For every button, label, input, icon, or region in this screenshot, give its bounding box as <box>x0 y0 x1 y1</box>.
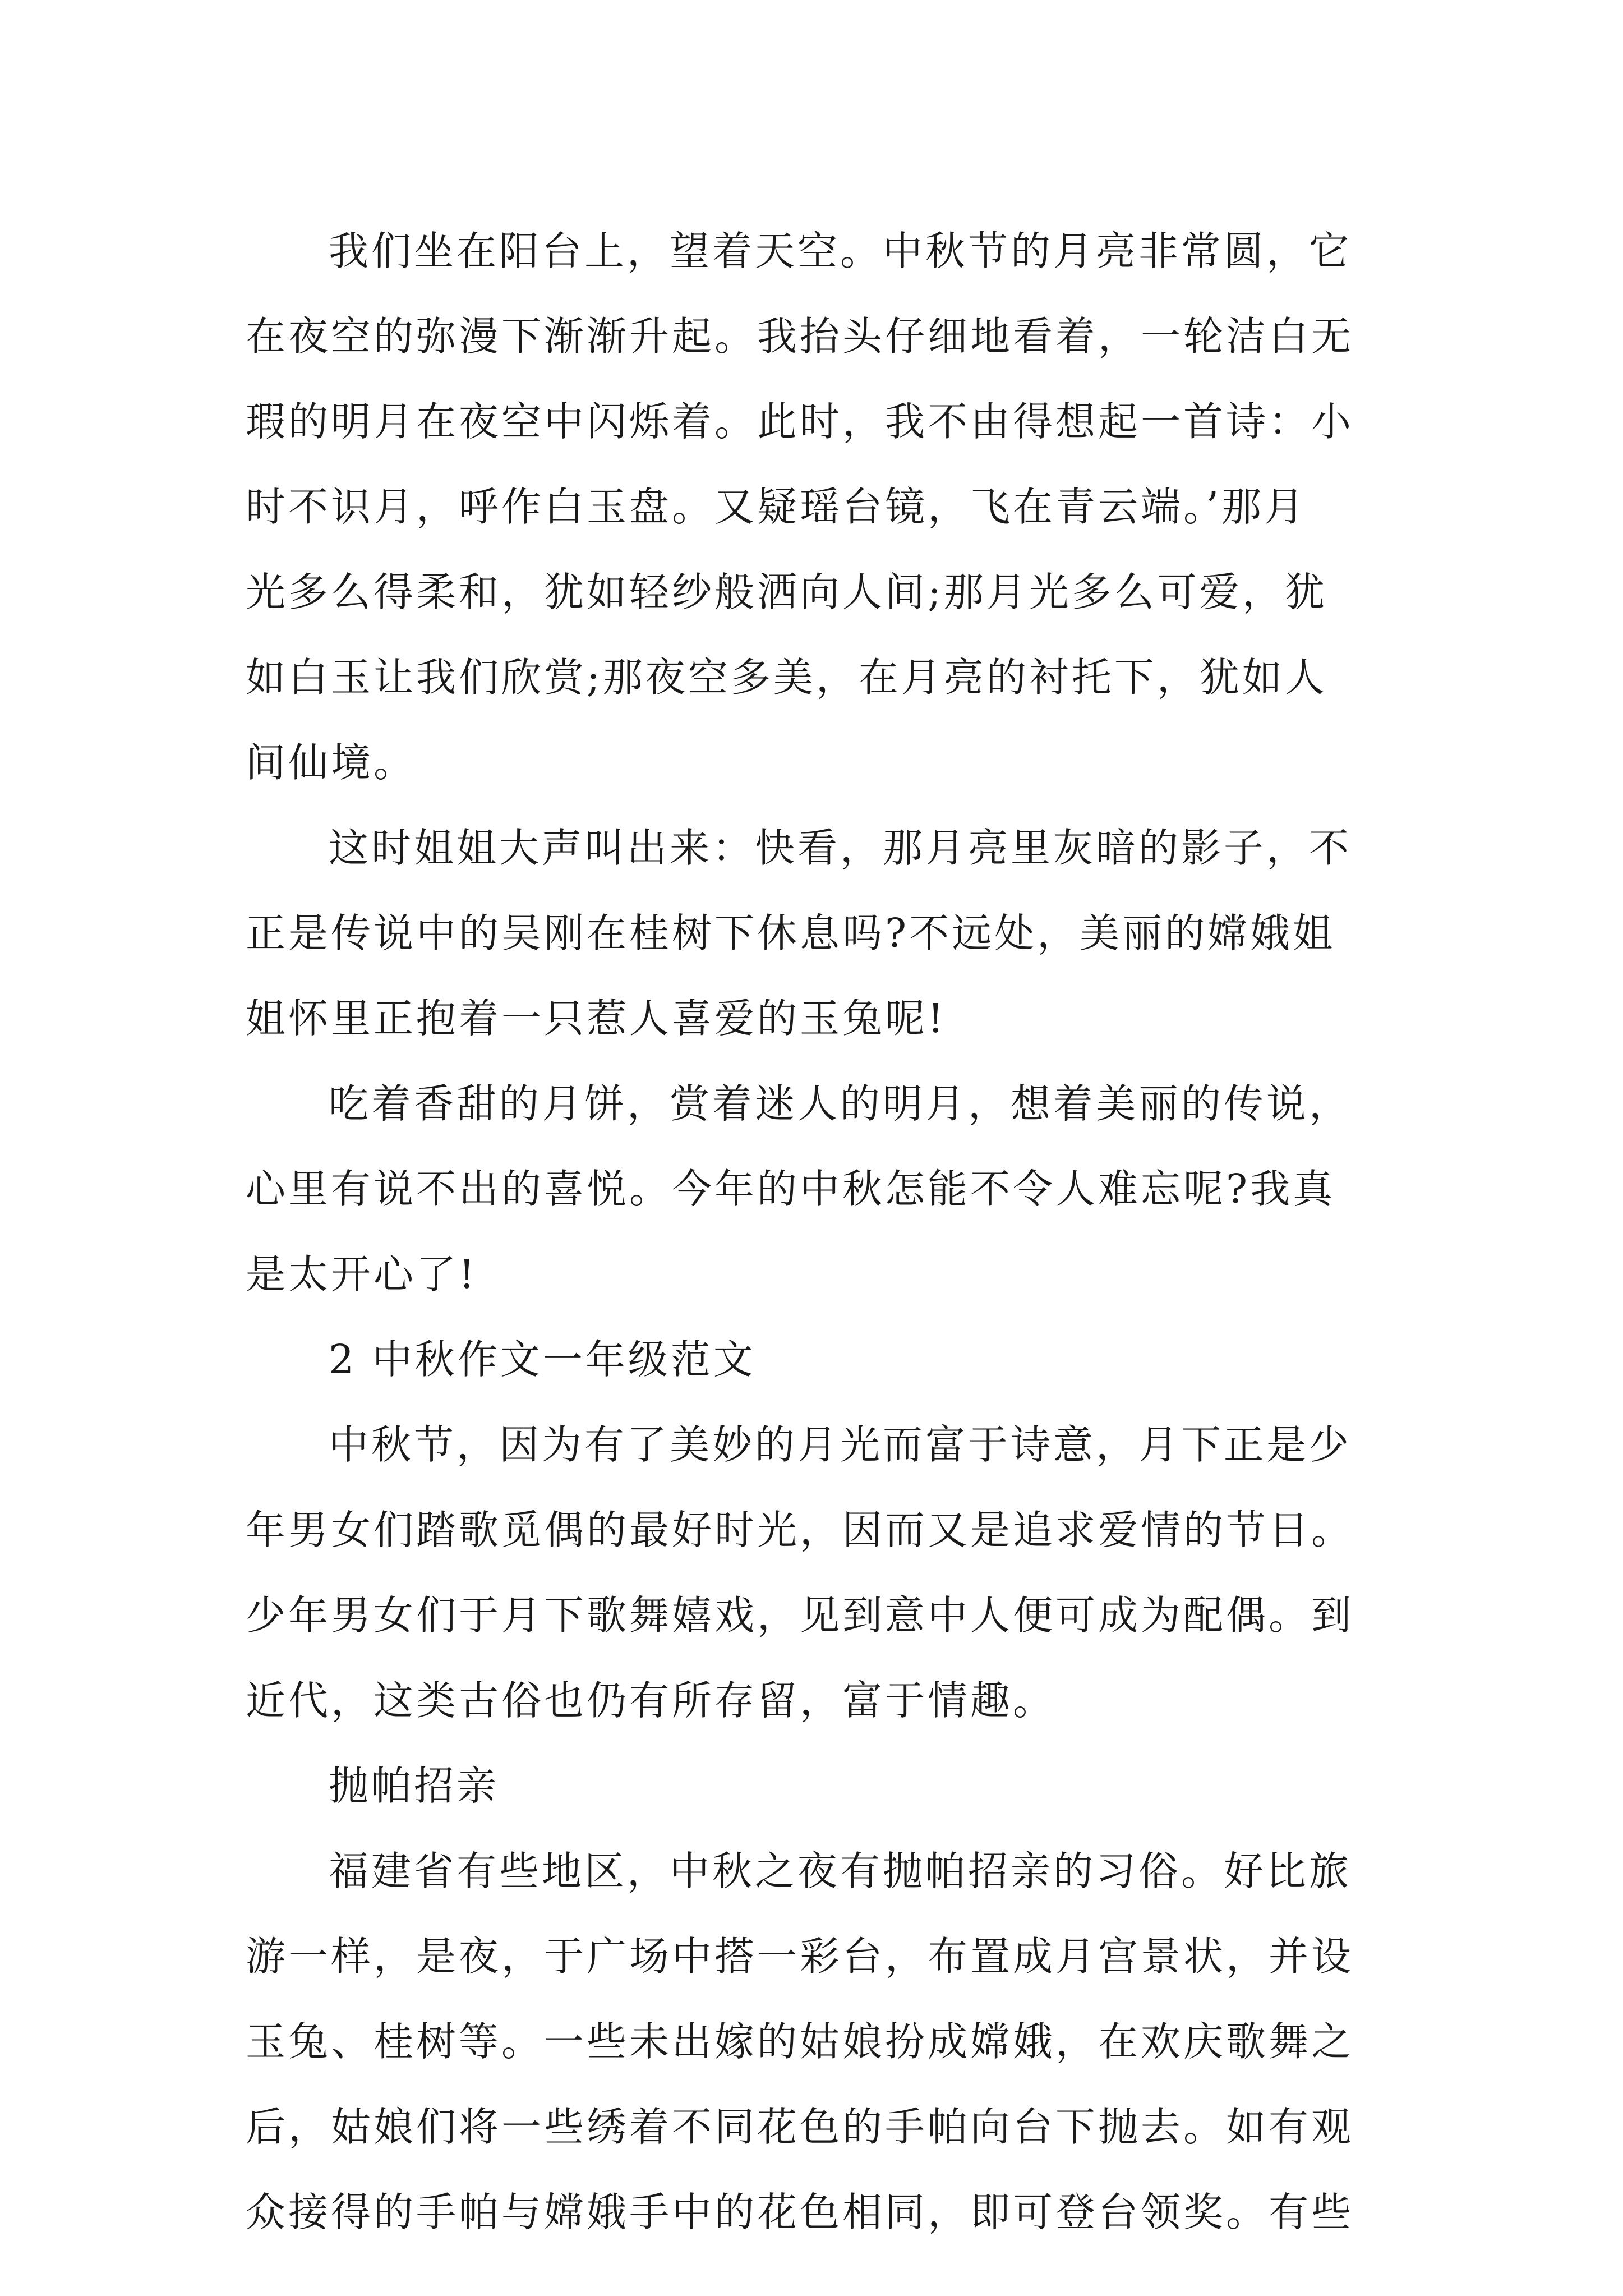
text-line: 如白玉让我们欣赏;那夜空多美，在月亮的衬托下，犹如人 <box>246 654 1327 701</box>
text-line: 中秋节，因为有了美妙的月光而富于诗意，月下正是少 <box>329 1421 1352 1468</box>
subsection-heading: 抛帕招亲 <box>329 1763 500 1809</box>
text-line: 玉兔、桂树等。一些未出嫁的姑娘扮成嫦娥，在欢庆歌舞之 <box>246 2018 1354 2065</box>
text-line: 后，姑娘们将一些绣着不同花色的手帕向台下抛去。如有观 <box>246 2104 1354 2150</box>
text-line: 正是传说中的吴刚在桂树下休息吗?不远处，美丽的嫦娥姐 <box>246 910 1336 956</box>
text-line: 众接得的手帕与嫦娥手中的花色相同，即可登台领奖。有些 <box>246 2189 1354 2235</box>
text-line: 间仙境。 <box>246 739 417 786</box>
text-line: 近代，这类古俗也仍有所存留，富于情趣。 <box>246 1677 1056 1724</box>
text-line: 游一样，是夜，于广场中搭一彩台，布置成月宫景状，并设 <box>246 1933 1354 1980</box>
section-heading: 2 中秋作文一年级范文 <box>329 1336 756 1383</box>
text-line: 少年男女们于月下歌舞嬉戏，见到意中人便可成为配偶。到 <box>246 1592 1354 1639</box>
text-line: 年男女们踏歌觅偶的最好时光，因而又是追求爱情的节日。 <box>246 1507 1354 1553</box>
document-body <box>246 209 1378 2255</box>
text-line: 是太开心了! <box>246 1251 478 1297</box>
text-line: 吃着香甜的月饼，赏着迷人的明月，想着美丽的传说， <box>329 1080 1352 1127</box>
text-line: 在夜空的弥漫下渐渐升起。我抬头仔细地看着，一轮洁白无 <box>246 313 1354 360</box>
text-line: 我们坐在阳台上，望着天空。中秋节的月亮非常圆，它 <box>329 228 1352 274</box>
text-line: 时不识月，呼作白玉盘。又疑瑶台镜，飞在青云端。’那月 <box>246 484 1307 530</box>
text-line: 姐怀里正抱着一只惹人喜爱的玉兔呢! <box>246 995 947 1042</box>
text-line: 心里有说不出的喜悦。今年的中秋怎能不令人难忘呢?我真 <box>246 1166 1336 1212</box>
text-line: 福建省有些地区，中秋之夜有抛帕招亲的习俗。好比旅 <box>329 1848 1352 1894</box>
text-line: 这时姐姐大声叫出来：快看，那月亮里灰暗的影子，不 <box>329 825 1352 871</box>
text-line: 光多么得柔和，犹如轻纱般洒向人间;那月光多么可爱，犹 <box>246 569 1327 615</box>
text-line: 瑕的明月在夜空中闪烁着。此时，我不由得想起一首诗：小 <box>246 398 1354 445</box>
